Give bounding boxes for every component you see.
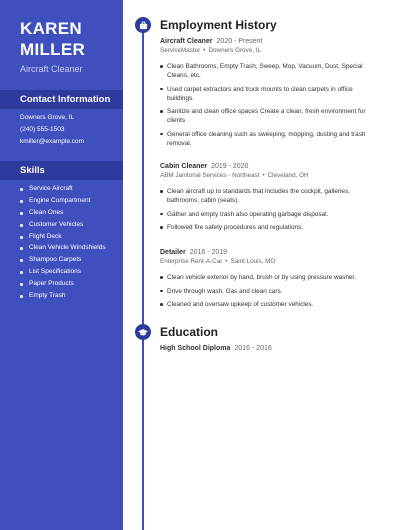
job-location: Cleveland, OH	[267, 172, 309, 179]
first-name: KAREN	[20, 19, 82, 38]
job-title-line	[160, 163, 248, 170]
skills-heading: Skills	[0, 161, 123, 180]
job-dates: 2016 - 2019	[189, 249, 228, 256]
skill-item: Engine Compartment	[18, 195, 106, 207]
job-title-line	[160, 38, 262, 45]
job-title-line	[160, 249, 227, 256]
job-location: Downers Grove, IL	[208, 47, 261, 54]
skill-item: Clean Vehicle Windshields	[18, 242, 106, 254]
skill-item: Service Aircraft	[18, 183, 106, 195]
contact-email[interactable]: kmiller@example.com	[20, 138, 85, 145]
job-employer: ABM Janitorial Services - Northeast	[160, 172, 260, 179]
job-title: Detailer	[160, 249, 186, 256]
skill-item: Paper Products	[18, 278, 106, 290]
job-bullet: General office cleaning such as sweeping, mopping, dusting and trash removal.	[160, 130, 378, 148]
job-bullet: Clean aircraft up to standards that includes the cockpit, galleries, bathrooms, cabin (seats).	[160, 187, 378, 205]
job-employer: ServiceMaster	[160, 47, 201, 54]
job-bullet: Clean Bathrooms, Empty Trash, Sweep, Mop, Vacuum, Dust, Special Cleans, etc.	[160, 62, 378, 80]
job-bullets	[160, 62, 378, 152]
skill-item: Flight Deck	[18, 231, 106, 243]
skill-item: Shampoo Carpets	[18, 254, 106, 266]
job-bullets	[160, 273, 378, 314]
job-bullet: Clean vehicle exterior by hand, brush or by using pressure washer.	[160, 273, 378, 282]
job-dates: 2019 - 2020	[211, 163, 249, 170]
employment-heading: Employment History	[160, 18, 277, 32]
contact-location: Downers Grove, IL	[20, 114, 75, 121]
job-bullet: Followed fire safety procedures and regulations.	[160, 223, 378, 232]
separator-dot: •	[225, 258, 228, 265]
job-bullets	[160, 187, 378, 237]
job-location: Saint Louis, MO	[230, 258, 276, 265]
job-title: Cabin Cleaner	[160, 163, 208, 170]
contact-phone: (240) 555-1503	[20, 126, 65, 133]
skill-item: Customer Vehicles	[18, 219, 106, 231]
separator-dot: •	[262, 172, 265, 179]
job-role: Aircraft Cleaner	[20, 64, 83, 74]
separator-dot: •	[203, 47, 206, 54]
job-bullet: Gather and empty trash also operating garbage disposal.	[160, 210, 378, 219]
job-employer-line	[160, 172, 309, 179]
education-heading: Education	[160, 325, 219, 339]
job-employer-line	[160, 258, 275, 265]
contact-heading: Contact Information	[0, 90, 123, 109]
job-bullet: Cleaned and oversaw upkeep of customer vehicles.	[160, 300, 378, 309]
job-bullet: Used carpet extractors and truck mounts to clean carpets in office buildings.	[160, 85, 378, 103]
job-bullet: Drive through wash. Gas and clean cars.	[160, 287, 378, 296]
sidebar	[0, 0, 123, 530]
briefcase-icon	[135, 17, 151, 33]
graduation-cap-icon	[135, 324, 151, 340]
job-employer: Enterprise Rent-A-Car	[160, 258, 223, 265]
education-entry	[160, 345, 272, 352]
job-dates: 2020 - Present	[216, 38, 263, 45]
skill-item: List Specifications	[18, 266, 106, 278]
job-title: Aircraft Cleaner	[160, 38, 213, 45]
timeline-line	[142, 26, 144, 530]
candidate-name	[20, 18, 85, 60]
skills-list	[18, 183, 106, 302]
job-bullet: Sanitize and clean office spaces Create a clean, fresh environment for clients	[160, 107, 378, 125]
skill-item: Clean Ones	[18, 207, 106, 219]
education-dates: 2016 - 2016	[234, 345, 272, 352]
last-name: MILLER	[20, 40, 86, 59]
job-employer-line	[160, 47, 261, 54]
skill-item: Empty Trash	[18, 290, 106, 302]
education-degree: High School Diploma	[160, 345, 231, 352]
